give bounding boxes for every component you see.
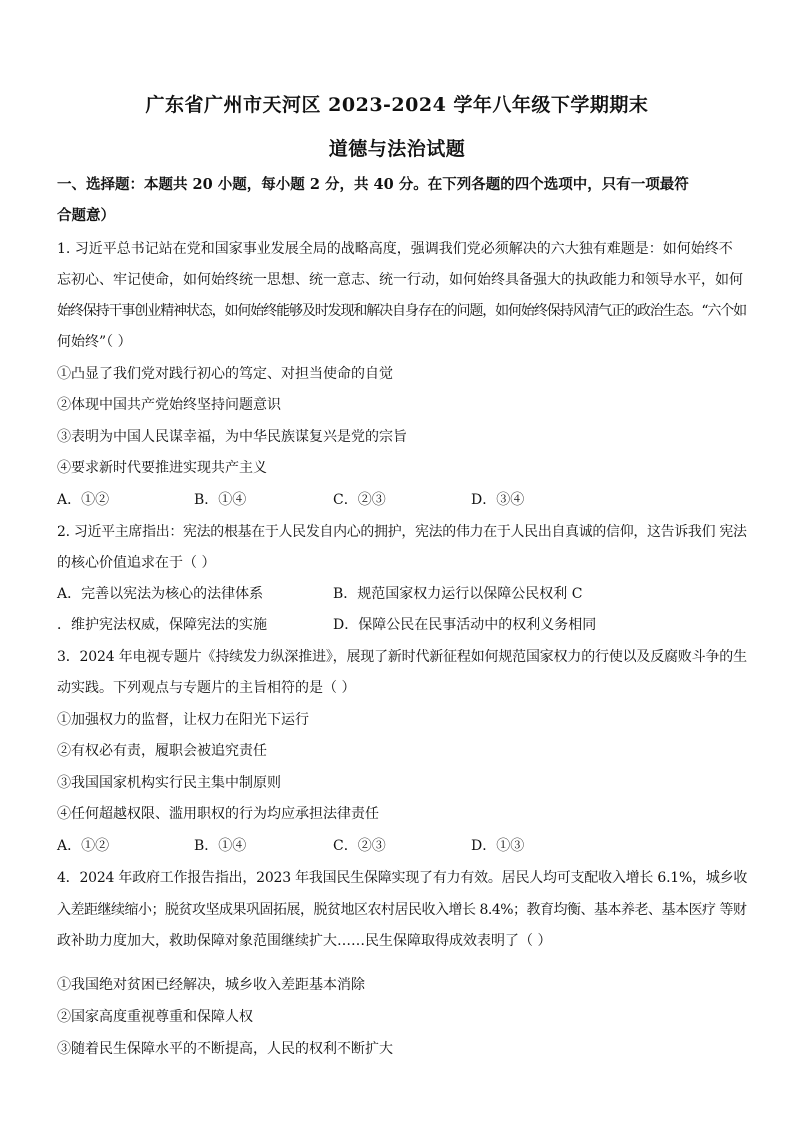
section-instructions (57, 169, 747, 231)
question-text-line: 始终保持干事创业精神状态，如何始终能够及时发现和解决自身存在的问题，如何始终保持风清气正的政治生态。“六个如 (57, 303, 747, 319)
statement-item: ④要求新时代要推进实现共产主义 (57, 460, 267, 476)
statement-item: ③我国国家机构实行民主集中制原则 (57, 775, 281, 791)
question-text-line: 政补助力度加大，救助保障对象范围继续扩大……民生保障取得成效表明了（ ） (57, 933, 552, 949)
statement-item: ②体现中国共产党始终坚持问题意识 (57, 397, 281, 413)
option-b: B．①④ (194, 838, 247, 854)
section-instructions-line: 一、选择题：本题共 20 小题，每小题 2 分，共 40 分。在下列各题的四个选项中，只有一项最符 (57, 176, 689, 193)
statement-item: ④任何超越权限、滥用职权的行为均应承担法律责任 (57, 806, 379, 822)
statement-item: ②有权必有责，履职会被追究责任 (57, 743, 267, 759)
option-c: C．②③ (333, 492, 386, 508)
option-d: D．③④ (471, 492, 525, 508)
option-d: D．保障公民在民事活动中的权利义务相同 (333, 617, 597, 633)
option-b: B．规范国家权力运行以保障公民权利 C (333, 586, 583, 602)
option-a: A．①② (57, 492, 110, 508)
statement-item: ①凸显了我们党对践行初心的笃定、对担当使命的自觉 (57, 366, 393, 382)
option-a: A．完善以宪法为核心的法律体系 (57, 586, 264, 602)
option-a: A．①② (57, 838, 110, 854)
statement-item: ③随着民生保障水平的不断提高，人民的权利不断扩大 (57, 1041, 393, 1057)
section-instructions-line: 合题意） (57, 207, 115, 224)
exam-title: 广东省广州市天河区 2023-2024 学年八年级下学期期末 (145, 94, 649, 116)
option-d: D．①③ (471, 838, 525, 854)
question-text-line: 忘初心、牢记使命，如何始终统一思想、统一意志、统一行动，如何始终具备强大的执政能力和领导水平，如何 (57, 272, 743, 288)
question-text-line: 2. 习近平主席指出：宪法的根基在于人民发自内心的拥护，宪法的伟力在于人民出自真诚的信仰，这告诉我们 宪法 (57, 524, 747, 540)
question-text-line: 何始终”（ ） (57, 334, 132, 350)
question-text-line: 动实践。下列观点与专题片的主旨相符的是（ ） (57, 680, 356, 696)
statement-item: ②国家高度重视尊重和保障人权 (57, 1009, 253, 1025)
statement-item: ①加强权力的监督，让权力在阳光下运行 (57, 712, 309, 728)
exam-subject-title: 道德与法治试题 (328, 138, 466, 160)
option-b: B．①④ (194, 492, 247, 508)
question-text-line: 3．2024 年电视专题片《持续发力纵深推进》，展现了新时代新征程如何规范国家权力的行使以及反腐败斗争的生 (57, 649, 747, 665)
question-text-line: 1. 习近平总书记站在党和国家事业发展全局的战略高度，强调我们党必须解决的六大独有难题是：如何始终不 (57, 241, 733, 257)
question-text-line: 入差距继续缩小；脱贫攻坚成果巩固拓展，脱贫地区农村居民收入增长 8.4%；教育均衡、基本养老、基本医疗 等财 (57, 902, 747, 918)
statement-item: ①我国绝对贫困已经解决，城乡收入差距基本消除 (57, 977, 365, 993)
question-text-line: 的核心价值追求在于（ ） (57, 555, 216, 571)
option-c: ．维护宪法权威，保障宪法的实施 (57, 617, 267, 633)
statement-item: ③表明为中国人民谋幸福，为中华民族谋复兴是党的宗旨 (57, 429, 407, 445)
option-c: C．②③ (333, 838, 386, 854)
question-text-line: 4．2024 年政府工作报告指出，2023 年我国民生保障实现了有力有效。居民人均可支配收入增长 6.1%，城乡收 (57, 870, 748, 886)
